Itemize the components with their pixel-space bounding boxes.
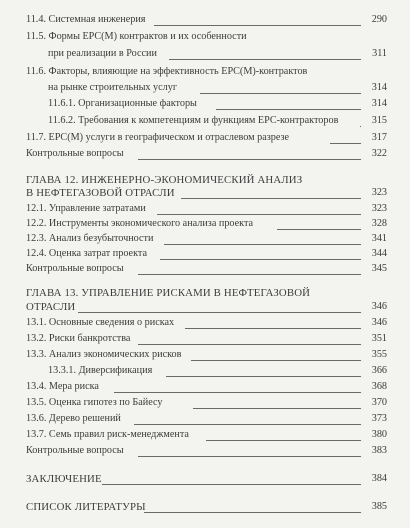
toc-entry-page: 328 <box>371 218 387 229</box>
toc-entry-page: 317 <box>371 132 387 143</box>
toc-entry-text: 12.1. Управление затратами <box>26 203 146 214</box>
toc-entry-page: 314 <box>371 82 387 93</box>
toc-entry-page: 368 <box>371 381 387 392</box>
toc-entry-page: 315 <box>371 115 387 126</box>
toc-leader-line <box>138 274 361 275</box>
toc-leader-line <box>138 159 361 160</box>
toc-entry-13-5 <box>26 397 387 409</box>
toc-entry-text: 11.6.2. Требования к компетенциям и функциям EPC-контракторов <box>48 115 339 126</box>
toc-entry-text: 13.4. Мера риска <box>26 381 99 392</box>
toc-entry-page: 322 <box>371 148 387 159</box>
toc-entry-text: 12.2. Инструменты экономического анализа проекта <box>26 218 254 229</box>
toc-entry-page: 355 <box>371 349 387 360</box>
toc-entry-page: 384 <box>371 473 387 484</box>
toc-entry-text: 11.6.1. Организационные факторы <box>48 98 197 109</box>
toc-entry-page: 323 <box>371 203 387 214</box>
toc-entry-page: 323 <box>371 187 387 198</box>
toc-entry-11-6-cont <box>48 82 387 94</box>
toc-entry-page: 370 <box>371 397 387 408</box>
toc-entry-text: Контрольные вопросы <box>26 263 124 274</box>
toc-leader-line <box>277 229 361 230</box>
toc-leader-line <box>157 214 361 215</box>
toc-leader-line <box>200 93 361 94</box>
toc-leader-line <box>193 408 361 409</box>
toc-entry-13-3-1 <box>48 365 387 377</box>
toc-entry-page: 345 <box>371 263 387 274</box>
toc-leader-line <box>360 126 361 127</box>
toc-entry-page: 311 <box>372 48 387 59</box>
toc-entry-page: 366 <box>371 365 387 376</box>
toc-entry-page: 373 <box>371 413 387 424</box>
toc-entry-11-6-1 <box>48 98 387 110</box>
toc-entry-text: 13.2. Риски банкротства <box>26 333 131 344</box>
toc-entry-12-1 <box>26 203 387 215</box>
toc-entry-page: 385 <box>371 501 387 512</box>
toc-entry-page: 344 <box>371 248 387 259</box>
toc-entry-control-questions-13 <box>26 445 387 457</box>
toc-entry-text: 13.3.1. Диверсификация <box>48 365 153 376</box>
toc-leader-line <box>166 376 361 377</box>
toc-leader-line <box>206 440 361 441</box>
toc-entry-page: 314 <box>371 98 387 109</box>
toc-entry-11-5 <box>26 31 387 43</box>
toc-entry-text: 11.5. Формы EPC(M) контрактов и их особенности <box>26 31 247 42</box>
toc-leader-line <box>185 328 361 329</box>
toc-leader-line <box>134 424 361 425</box>
toc-entry-references <box>26 501 387 513</box>
toc-entry-page: 341 <box>371 233 387 244</box>
toc-entry-text: ЗАКЛЮЧЕНИЕ <box>26 473 102 485</box>
toc-entry-11-7 <box>26 132 387 144</box>
toc-entry-page: 383 <box>371 445 387 456</box>
toc-leader-line <box>102 484 361 485</box>
toc-entry-text: 11.6. Факторы, влияющие на эффективность EPC(M)-контрактов <box>26 66 308 77</box>
toc-entry-13-7 <box>26 429 387 441</box>
chapter-13-title-line2: ОТРАСЛИ <box>26 301 76 313</box>
toc-leader-line <box>78 312 361 313</box>
toc-entry-text: 13.7. Семь правил риск-менеджмента <box>26 429 189 440</box>
chapter-13-title <box>26 301 387 313</box>
toc-entry-text: на рынке строительных услуг <box>48 82 178 93</box>
toc-entry-11-5-cont <box>48 48 387 60</box>
toc-entry-text: при реализации в России <box>48 48 157 59</box>
toc-entry-text: 13.3. Анализ экономических рисков <box>26 349 182 360</box>
toc-entry-12-2 <box>26 218 387 230</box>
toc-leader-line <box>138 456 361 457</box>
toc-entry-control-questions-11 <box>26 148 387 160</box>
toc-entry-12-4 <box>26 248 387 260</box>
toc-entry-text: Контрольные вопросы <box>26 148 124 159</box>
toc-leader-line <box>191 360 361 361</box>
toc-leader-line <box>330 143 361 144</box>
toc-entry-text: 11.7. EPC(M) услуги в географическом и отраслевом разрезе <box>26 132 290 143</box>
toc-entry-control-questions-12 <box>26 263 387 275</box>
toc-entry-text: 13.6. Дерево решений <box>26 413 121 424</box>
toc-leader-line <box>114 392 361 393</box>
chapter-13-title-line1: ГЛАВА 13. УПРАВЛЕНИЕ РИСКАМИ В НЕФТЕГАЗОВОЙ <box>26 287 311 299</box>
chapter-12-title-line2: В НЕФТЕГАЗОВОЙ ОТРАСЛИ <box>26 187 175 199</box>
toc-entry-12-3 <box>26 233 387 245</box>
toc-entry-conclusion <box>26 473 387 485</box>
toc-entry-page: 290 <box>371 14 387 25</box>
toc-entry-11-6 <box>26 66 387 78</box>
toc-entry-text: 13.1. Основные сведения о рисках <box>26 317 175 328</box>
toc-entry-page: 346 <box>371 301 387 312</box>
toc-leader-line <box>144 512 361 513</box>
toc-entry-page: 346 <box>371 317 387 328</box>
toc-entry-page: 351 <box>371 333 387 344</box>
toc-entry-text: СПИСОК ЛИТЕРАТУРЫ <box>26 501 146 513</box>
toc-leader-line <box>154 25 361 26</box>
toc-entry-text: 12.3. Анализ безубыточности <box>26 233 154 244</box>
toc-entry-page: 380 <box>371 429 387 440</box>
toc-entry-text: 12.4. Оценка затрат проекта <box>26 248 147 259</box>
toc-leader-line <box>138 344 361 345</box>
toc-entry-13-3 <box>26 349 387 361</box>
toc-entry-text: Контрольные вопросы <box>26 445 124 456</box>
chapter-12-title <box>26 187 387 199</box>
toc-entry-text: 13.5. Оценка гипотез по Байесу <box>26 397 163 408</box>
toc-leader-line <box>160 259 361 260</box>
toc-entry-text: 11.4. Системная инженерия <box>26 14 146 25</box>
toc-leader-line <box>181 198 361 199</box>
toc-entry-13-2 <box>26 333 387 345</box>
toc-entry-13-4 <box>26 381 387 393</box>
toc-leader-line <box>169 59 361 60</box>
toc-entry-13-6 <box>26 413 387 425</box>
chapter-12-title-line1: ГЛАВА 12. ИНЖЕНЕРНО-ЭКОНОМИЧЕСКИЙ АНАЛИЗ <box>26 174 303 186</box>
toc-leader-line <box>216 109 361 110</box>
toc-leader-line <box>164 244 361 245</box>
toc-entry-13-1 <box>26 317 387 329</box>
toc-entry-11-6-2 <box>48 115 387 127</box>
toc-entry-11-4 <box>26 14 387 26</box>
